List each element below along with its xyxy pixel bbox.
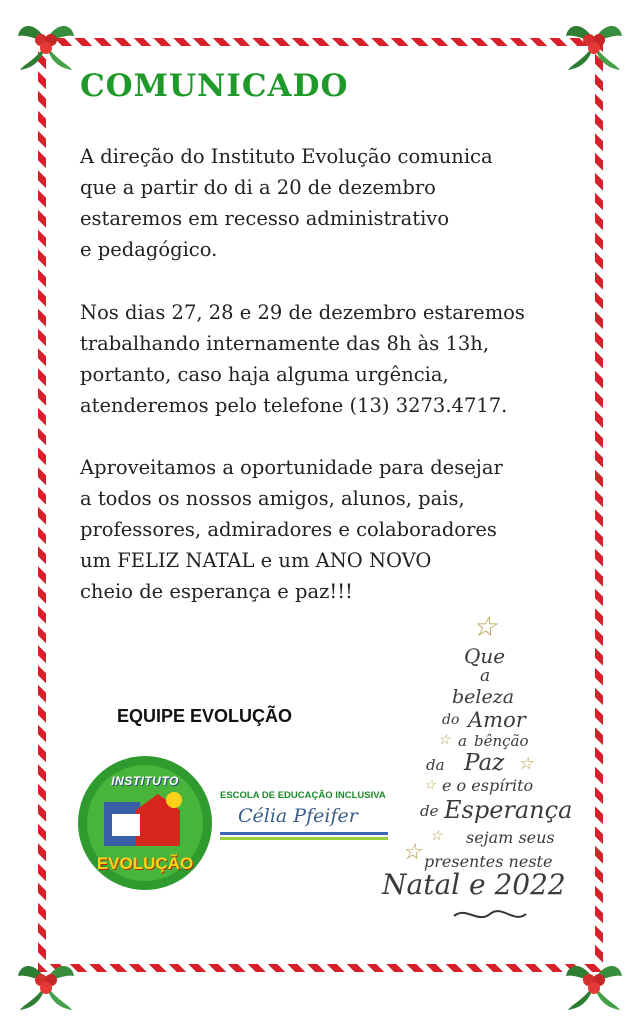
divider [220, 837, 388, 840]
tree-word: Paz [464, 750, 505, 776]
tree-word: Que [464, 644, 506, 668]
star-icon: ☆ [518, 754, 534, 774]
holly-icon [562, 10, 626, 74]
tree-word: de [420, 802, 439, 820]
tree-word: sejam seus [466, 828, 555, 847]
logo-text: Célia Pfeifer [238, 805, 358, 827]
tree-word: Amor [468, 708, 526, 732]
paragraph-line: que a partir do di a 20 de dezembro [80, 176, 436, 199]
logo-text: EVOLUÇÃO [96, 854, 194, 873]
divider [220, 832, 388, 835]
christmas-tree-calligram [380, 608, 585, 928]
paragraph-line: um FELIZ NATAL e um ANO NOVO [80, 549, 432, 572]
escola-logo [220, 786, 390, 848]
paragraph-greetings [80, 452, 580, 607]
tree-word: presentes neste [424, 852, 553, 871]
paragraph-line: professores, admiradores e colaboradores [80, 518, 497, 541]
holly-icon [14, 950, 78, 1014]
paragraph-schedule [80, 297, 580, 421]
paragraph-recess [80, 141, 580, 265]
tree-word: e o espírito [442, 776, 534, 795]
paragraph-line: atenderemos pelo telefone (13) 3273.4717. [80, 394, 508, 417]
tree-word: do [442, 712, 460, 728]
tree-word: Natal e 2022 [382, 868, 566, 901]
page-title: COMUNICADO [80, 68, 349, 104]
holly-icon [562, 950, 626, 1014]
signature: EQUIPE EVOLUÇÃO [117, 706, 293, 726]
tree-word: a [480, 666, 491, 686]
tree-word: beleza [452, 686, 515, 708]
instituto-evolucao-logo [76, 754, 214, 892]
star-icon: ☆ [472, 610, 498, 643]
paragraph-line: a todos os nossos amigos, alunos, pais, [80, 487, 465, 510]
tree-word: Esperança [444, 796, 573, 824]
star-icon: ☆ [438, 732, 451, 748]
paragraph-line: cheio de esperança e paz!!! [80, 580, 353, 603]
holly-icon [14, 10, 78, 74]
paragraph-line: Aproveitamos a oportunidade para desejar [80, 456, 503, 479]
paragraph-line: e pedagógico. [80, 238, 218, 261]
paragraph-line: estaremos em recesso administrativo [80, 207, 450, 230]
tree-word: da [426, 756, 445, 774]
star-icon: ☆ [402, 840, 422, 865]
logo-text: ESCOLA DE EDUCAÇÃO INCLUSIVA [220, 790, 386, 801]
paragraph-line: portanto, caso haja alguma urgência, [80, 363, 449, 386]
star-icon: ☆ [424, 778, 436, 793]
logo-text: INSTITUTO [111, 774, 179, 788]
paragraph-line: A direção do Instituto Evolução comunica [80, 145, 493, 168]
paragraph-line: trabalhando internamente das 8h às 13h, [80, 332, 490, 355]
star-icon: ☆ [430, 828, 443, 844]
tree-word: a [458, 732, 467, 750]
tree-word: bênção [474, 732, 529, 750]
flourish-icon [450, 904, 530, 926]
paragraph-line: Nos dias 27, 28 e 29 de dezembro estaremos [80, 301, 525, 324]
